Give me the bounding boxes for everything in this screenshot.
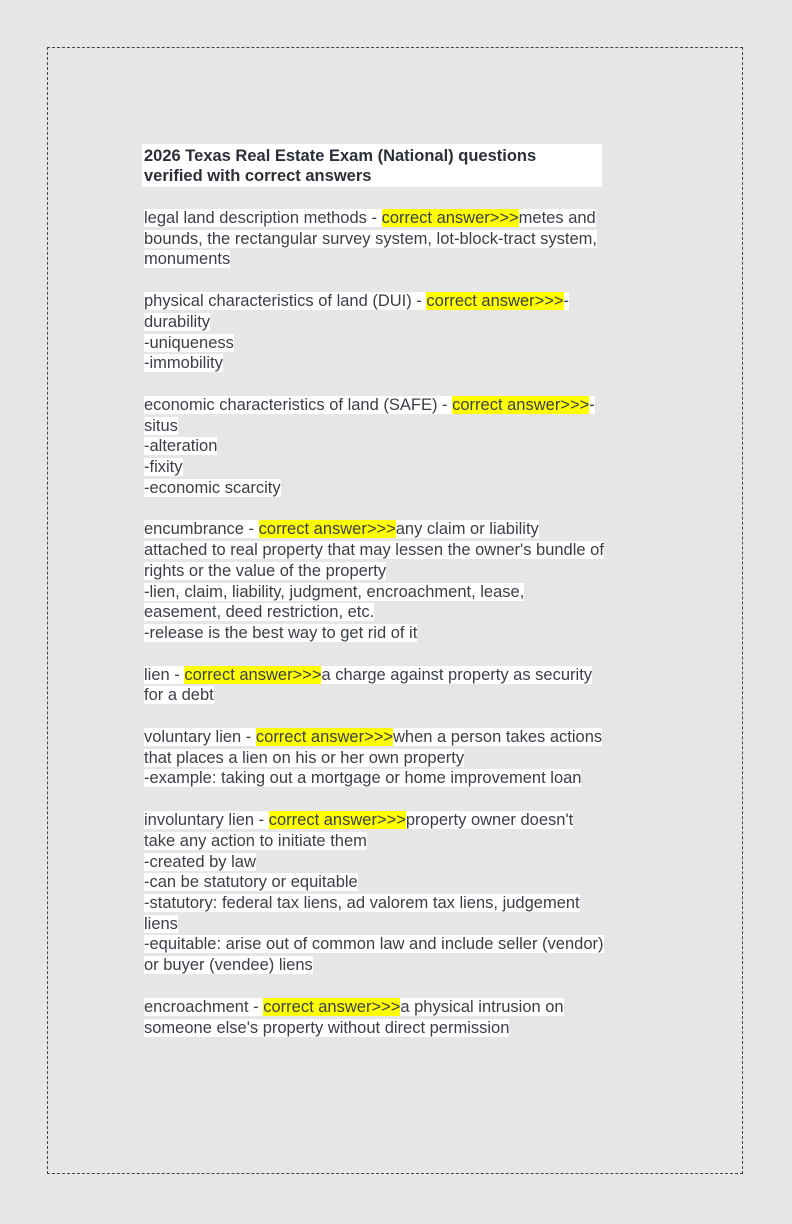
qa-entry [144, 727, 654, 789]
question-text: physical characteristics of land (DUI) - [144, 292, 427, 311]
answer-line [144, 831, 654, 852]
answer-line [144, 478, 654, 499]
answer-text: when a person takes actions [393, 728, 603, 747]
question-text: economic characteristics of land (SAFE) - [144, 395, 453, 414]
answer-text: -lien, claim, liability, judgment, encroachment, lease, [144, 582, 525, 601]
question-text: involuntary lien - [144, 811, 269, 830]
answer-line [144, 1018, 654, 1039]
answer-text: -equitable: arise out of common law and include seller (vendor) [144, 935, 604, 954]
answer-text: -example: taking out a mortgage or home improvement loan [144, 769, 582, 788]
answer-text: liens [144, 914, 178, 933]
answer-text: - [563, 292, 570, 311]
answer-line [144, 768, 654, 789]
qa-entry [144, 665, 654, 706]
answer-line [144, 333, 654, 354]
answer-marker-highlight: correct answer>>> [381, 209, 519, 227]
answer-text: -can be statutory or equitable [144, 873, 358, 892]
question-text: legal land description methods - [144, 209, 382, 227]
qa-entry [144, 810, 654, 976]
answer-line [144, 602, 654, 623]
title-line-1: 2026 Texas Real Estate Exam (National) questions [144, 147, 537, 165]
answer-marker-highlight: correct answer>>> [263, 997, 401, 1016]
answer-text: property owner doesn't [405, 811, 574, 830]
question-line [144, 997, 654, 1018]
question-line [144, 665, 654, 686]
answer-marker-highlight: correct answer>>> [258, 520, 396, 539]
question-text: encumbrance - [144, 520, 259, 539]
answer-marker-highlight: correct answer>>> [452, 395, 590, 414]
document-title [142, 144, 602, 187]
answer-text: monuments [144, 250, 231, 269]
question-line [144, 395, 654, 416]
answer-line [144, 685, 654, 706]
answer-line [144, 893, 654, 914]
answer-marker-highlight: correct answer>>> [184, 665, 322, 684]
answer-text: -release is the best way to get rid of it [144, 623, 418, 642]
answer-line [144, 457, 654, 478]
answer-line [144, 416, 654, 437]
document-body [144, 144, 654, 1059]
answer-line [144, 914, 654, 935]
answer-text: -created by law [144, 852, 256, 871]
answer-marker-highlight: correct answer>>> [255, 728, 393, 747]
answer-text: attached to real property that may lessen the owner's bundle of [144, 541, 604, 560]
question-text: lien - [144, 665, 185, 684]
qa-entry [144, 395, 654, 499]
answer-text: -statutory: federal tax liens, ad valorem tax liens, judgement [144, 893, 580, 912]
answer-text: that places a lien on his or her own property [144, 748, 465, 767]
answer-text: situs [144, 416, 178, 435]
answer-line [144, 353, 654, 374]
question-line [144, 519, 654, 540]
question-line [144, 810, 654, 831]
answer-text: rights or the value of the property [144, 561, 387, 580]
answer-text: any claim or liability [395, 520, 539, 539]
answer-line [144, 748, 654, 769]
answer-text: take any action to initiate them [144, 831, 367, 850]
answer-text: -fixity [144, 458, 183, 477]
qa-list [144, 208, 654, 1038]
answer-text: for a debt [144, 686, 214, 705]
answer-line [144, 561, 654, 582]
question-line [144, 291, 654, 312]
answer-text: bounds, the rectangular survey system, lot-block-tract system, [144, 229, 598, 248]
qa-entry [144, 291, 654, 374]
answer-line [144, 436, 654, 457]
qa-entry [144, 208, 654, 270]
qa-entry [144, 997, 654, 1038]
answer-line [144, 623, 654, 644]
qa-entry [144, 519, 654, 643]
answer-marker-highlight: correct answer>>> [426, 292, 564, 311]
title-line-2: verified with correct answers [144, 167, 372, 185]
question-line [144, 727, 654, 748]
question-line [144, 208, 654, 229]
answer-text: - [589, 395, 595, 414]
answer-line [144, 229, 654, 250]
question-text: voluntary lien - [144, 728, 256, 747]
answer-text: someone else's property without direct permission [144, 1018, 510, 1037]
answer-text: -alteration [144, 437, 218, 456]
answer-text: -uniqueness [144, 333, 234, 352]
answer-text: easement, deed restriction, etc. [144, 603, 375, 622]
answer-text: metes and [518, 209, 596, 227]
answer-line [144, 955, 654, 976]
answer-text: -immobility [144, 354, 223, 373]
answer-line [144, 582, 654, 603]
answer-text: a charge against property as security [321, 665, 593, 684]
answer-line [144, 934, 654, 955]
answer-line [144, 852, 654, 873]
answer-text: -economic scarcity [144, 478, 281, 497]
answer-line [144, 249, 654, 270]
answer-marker-highlight: correct answer>>> [268, 811, 406, 830]
question-text: encroachment - [144, 997, 264, 1016]
answer-line [144, 312, 654, 333]
answer-line [144, 872, 654, 893]
answer-text: a physical intrusion on [400, 997, 564, 1016]
answer-line [144, 540, 654, 561]
answer-text: or buyer (vendee) liens [144, 956, 313, 975]
answer-text: durability [144, 312, 211, 331]
